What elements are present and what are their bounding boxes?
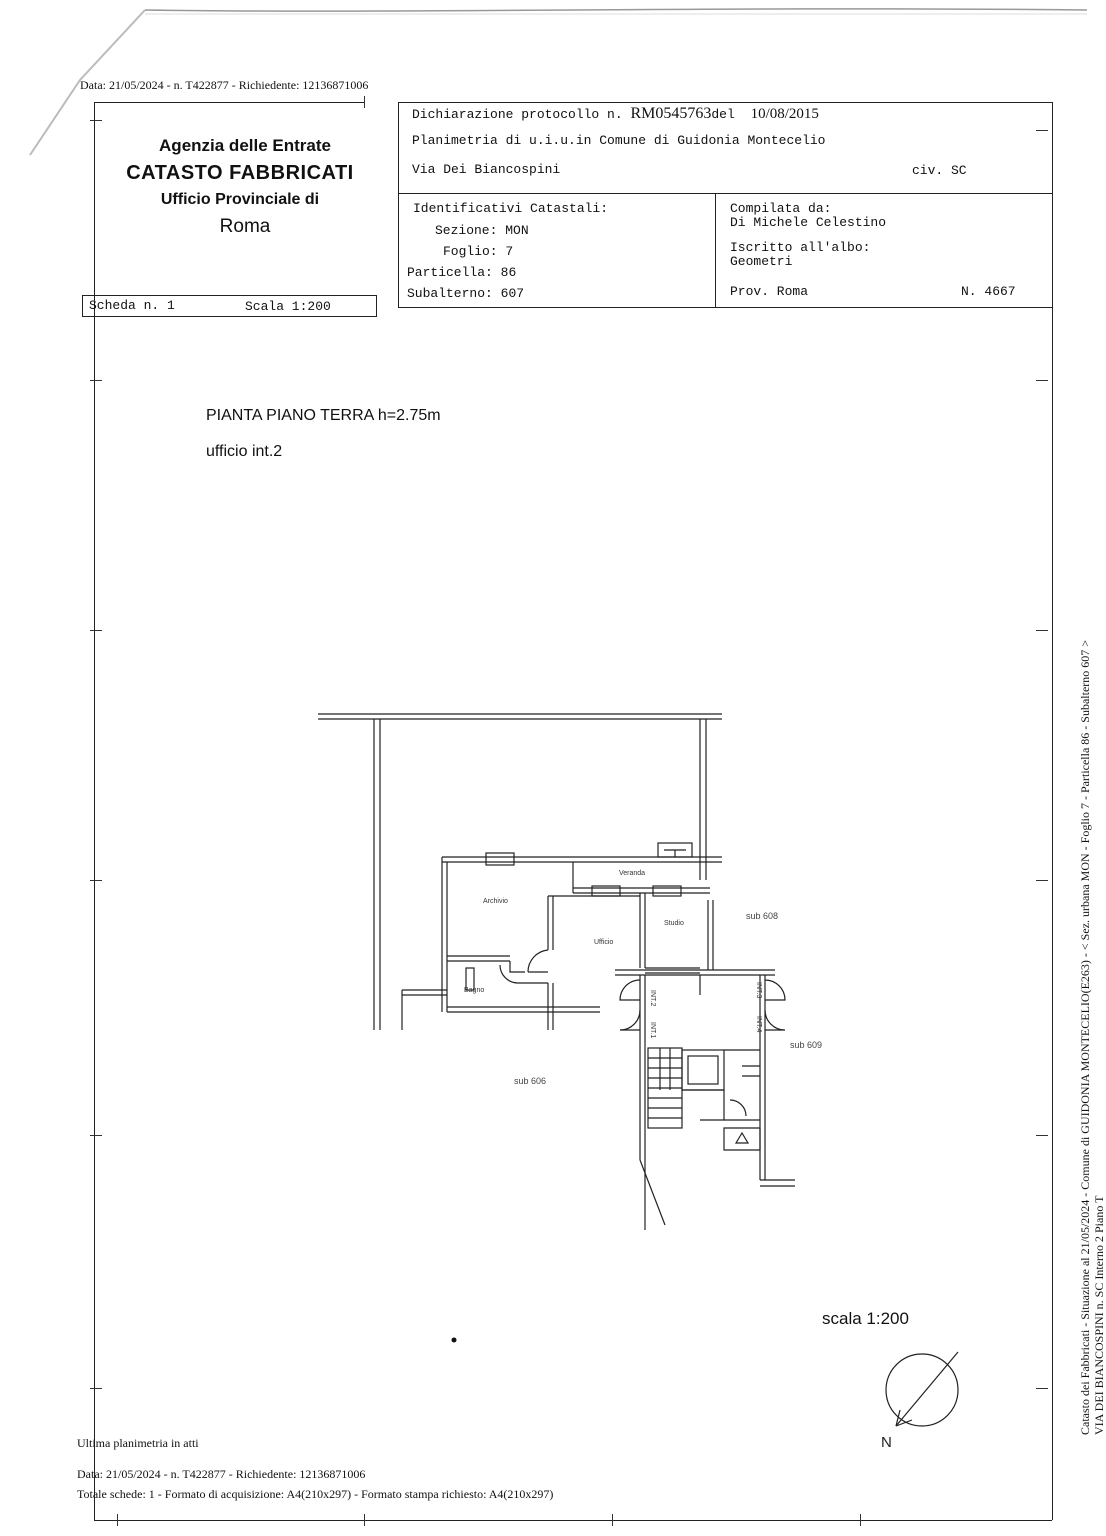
- plan-wall: [447, 1007, 600, 1012]
- plan-wall: [640, 1160, 665, 1225]
- plan-wall: [682, 1090, 724, 1120]
- door-swing: [736, 1133, 748, 1143]
- side-line-1: Catasto dei Fabbricati - Situazione al 21/05/2024 - Comune di GUIDONIA MONTECELIO(E263) - < Sez. urbana MON - Foglio 7 - Particella 86 - Subalterno 607 >: [1078, 639, 1092, 1435]
- label-int4: INT.4: [755, 1016, 762, 1033]
- door-swing: [620, 1010, 640, 1030]
- particella-label: Particella:: [407, 265, 493, 280]
- label-int3: INT.3: [755, 982, 762, 999]
- room-studio: Studio: [664, 920, 684, 927]
- room-bagno: Bagno: [464, 987, 485, 994]
- civic-number: civ. SC: [912, 163, 967, 178]
- plan-wall: [548, 896, 553, 950]
- door-swing: [765, 1010, 785, 1030]
- compiler-title: Compilata da:: [730, 201, 832, 216]
- sub-609-label: sub 609: [790, 1040, 823, 1050]
- plan-wall: [760, 975, 765, 1180]
- label-int1: INT.1: [649, 1022, 656, 1039]
- plan-wall: [318, 714, 722, 719]
- plan-wall: [442, 857, 447, 1012]
- plan-wall: [700, 719, 706, 880]
- side-line-2: VIA DEI BIANCOSPINI n. SC Interno 2 Piano T: [1092, 1195, 1106, 1435]
- plan-wall: [640, 975, 645, 1230]
- agency-city: Roma: [219, 216, 271, 237]
- identifiers-title: Identificativi Catastali:: [413, 201, 609, 216]
- sezione-value: MON: [505, 223, 529, 238]
- plan-wall: [708, 900, 713, 970]
- compiler-register-label: Iscritto all'albo:: [730, 240, 871, 255]
- plan-wall: [402, 990, 447, 1030]
- address: Via Dei Biancospini: [412, 162, 561, 177]
- scale-note: scala 1:200: [822, 1309, 909, 1328]
- compiler-number: N. 4667: [961, 284, 1016, 299]
- compiler-name: Di Michele Celestino: [730, 215, 887, 230]
- plan-municipality-line: Planimetria di u.i.u.in Comune di Guidonia Montecelio: [412, 133, 826, 148]
- plan-wall: [500, 965, 548, 983]
- particella-value: 86: [500, 265, 517, 280]
- declaration-date: 10/08/2015: [750, 106, 819, 122]
- date-label: del: [711, 107, 735, 122]
- footer-data-line: Data: 21/05/2024 - n. T422877 - Richiedente: 12136871006: [77, 1467, 366, 1481]
- north-label: N: [881, 1434, 892, 1451]
- stair-step: [660, 1048, 670, 1090]
- side-cadastral-note: [1078, 640, 1106, 1435]
- door-swing: [510, 961, 525, 972]
- compiler-province: Prov. Roma: [730, 284, 809, 299]
- sezione-label: Sezione:: [435, 223, 498, 238]
- plan-wall: [374, 719, 380, 1030]
- plan-wall: [724, 1128, 760, 1150]
- plan-wall: [742, 1066, 760, 1076]
- plan-wall: [447, 956, 510, 961]
- protocol-number: RM0545763: [630, 105, 712, 122]
- plan-wall: [573, 862, 710, 893]
- room-ufficio: Ufficio: [594, 939, 614, 946]
- foglio-label: Foglio:: [443, 244, 498, 259]
- scheda-number: Scheda n. 1: [89, 298, 175, 313]
- room-archivio: Archivio: [483, 898, 508, 905]
- scan-dot: [452, 1338, 457, 1343]
- room-veranda: Veranda: [619, 870, 646, 877]
- plan-wall: [760, 1180, 795, 1186]
- agency-name: Agenzia delle Entrate: [159, 136, 331, 155]
- header-request-line: Data: 21/05/2024 - n. T422877 - Richiedente: 12136871006: [80, 78, 369, 92]
- plan-wall: [724, 1050, 760, 1120]
- door-swing: [765, 980, 785, 1000]
- plan-title: PIANTA PIANO TERRA h=2.75m: [206, 407, 441, 424]
- sub-606-label: sub 606: [514, 1076, 547, 1086]
- footer-last-plan: Ultima planimetria in atti: [77, 1436, 199, 1450]
- stair-step: [648, 1058, 682, 1118]
- compiler-register: Geometri: [730, 254, 793, 269]
- agency-office: Ufficio Provinciale di: [160, 191, 320, 208]
- label-int2: INT.2: [649, 990, 656, 1007]
- subalterno-label: Subalterno:: [407, 286, 493, 301]
- footer-schede-line: Totale schede: 1 - Formato di acquisizione: A4(210x297) - Formato stampa richiesto: A4(210x297): [77, 1487, 554, 1501]
- plan-wall: [640, 893, 645, 968]
- protocol-label: Dichiarazione protocollo n.: [412, 107, 623, 122]
- door-swing: [620, 980, 640, 1000]
- subalterno-value: 607: [500, 286, 525, 301]
- agency-division: CATASTO FABBRICATI: [126, 162, 354, 184]
- window-symbol: [486, 853, 514, 865]
- plan-subtitle: ufficio int.2: [206, 443, 283, 460]
- door-swing: [528, 950, 548, 972]
- sub-608-label: sub 608: [746, 911, 779, 921]
- door-swing: [730, 1100, 746, 1116]
- plan-wall: [442, 857, 722, 862]
- lift-shaft: [688, 1056, 718, 1084]
- scheda-scale: Scala 1:200: [245, 299, 331, 314]
- foglio-value: 7: [505, 244, 514, 259]
- window-symbol: [664, 850, 686, 857]
